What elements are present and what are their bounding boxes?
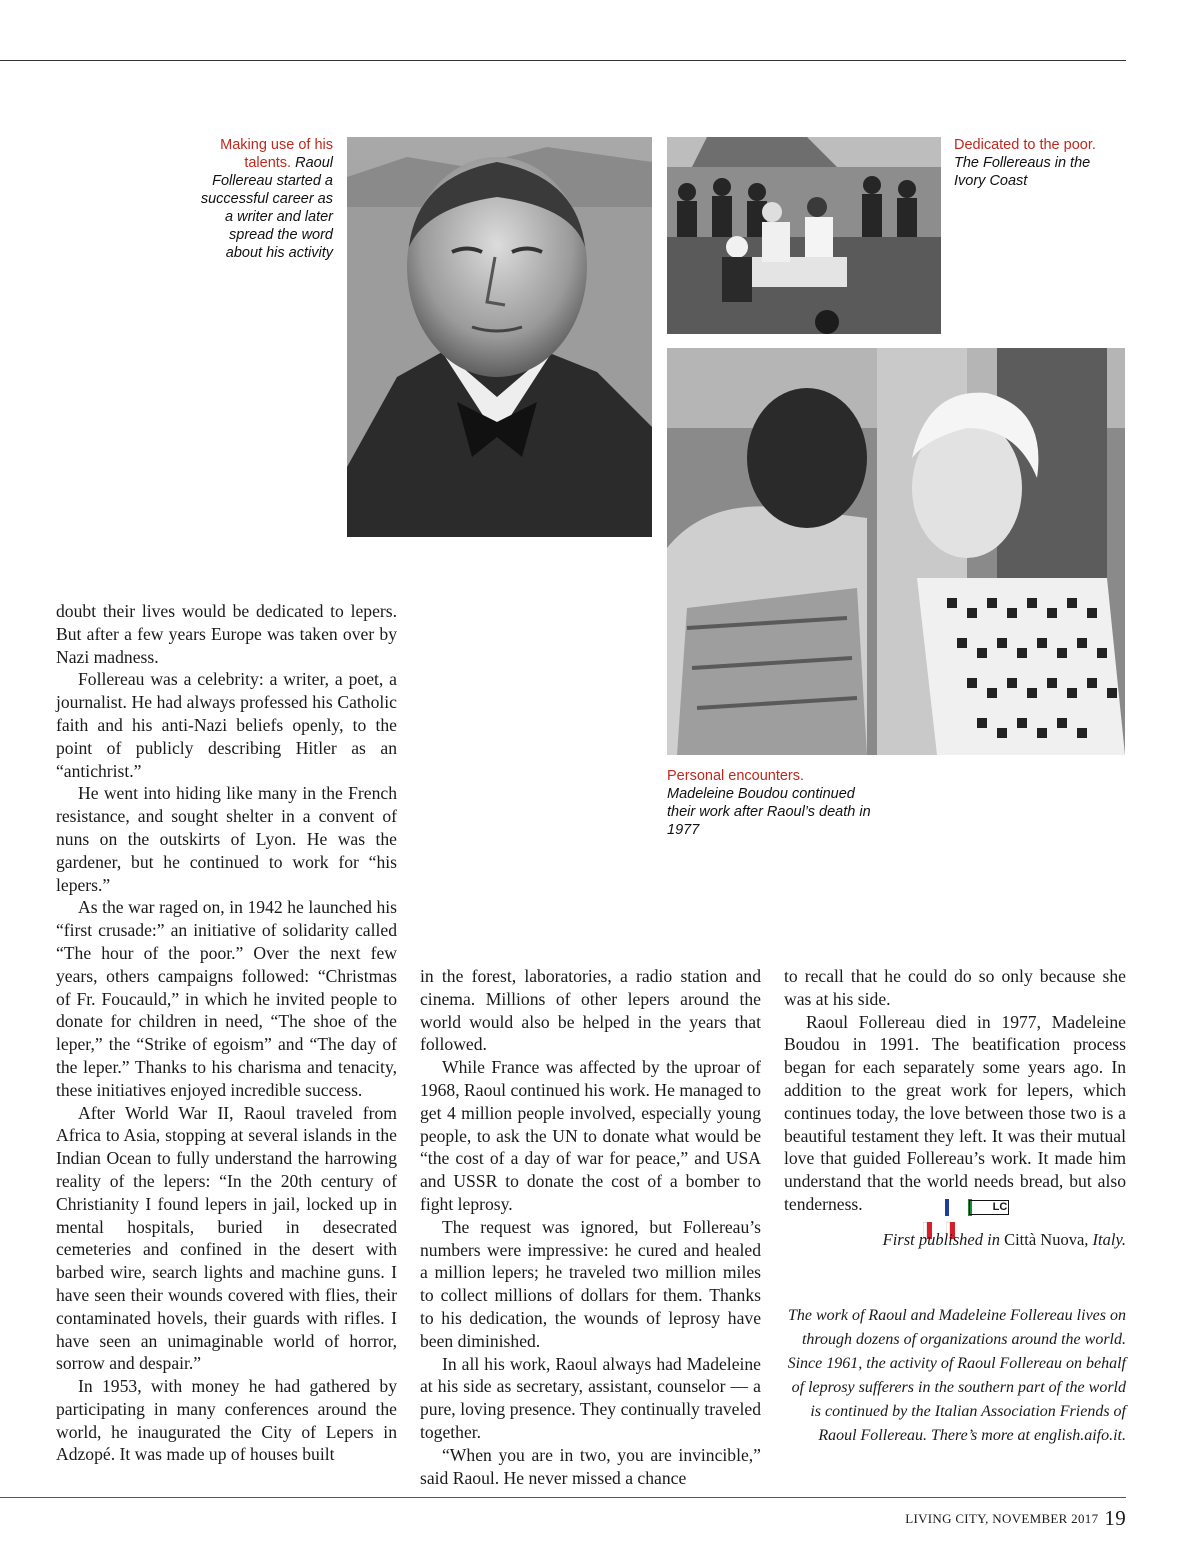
caption-talents-lead: Making use of his talents. (220, 137, 333, 171)
published-sep: , (1084, 1230, 1089, 1249)
caption-encounters-text: Madeleine Boudou continued their work after Raoul’s death in 1977 (667, 786, 871, 838)
end-mark (901, 1195, 1010, 1218)
ivory-coast-photo (667, 137, 941, 334)
paragraph: doubt their lives would be dedicated to lepers. But after a few years Europe was taken over by Nazi madness. (56, 601, 397, 667)
published-magazine: Città Nuova (1004, 1230, 1085, 1249)
article-column-3 (784, 965, 1126, 1218)
footer-magazine-date: LIVING CITY, NOVEMBER 2017 (905, 1511, 1099, 1526)
caption-talents (196, 136, 333, 262)
encounters-photo (667, 348, 1125, 755)
paragraph: In 1953, with money he had gathered by participating in many conferences around the world, he inaugurated the City of Lepers in Adzopé. It was made up of houses built (56, 1376, 397, 1465)
page-number: 19 (1104, 1506, 1126, 1530)
portrait-photo (347, 137, 652, 537)
first-published-note (784, 1229, 1126, 1251)
paragraph: to recall that he could do so only because she was at his side. (784, 966, 1126, 1009)
paragraph: in the forest, laboratories, a radio station and cinema. Millions of other lepers around the world would also be helped in the years that followed. (420, 966, 761, 1055)
published-prefix: First published in (882, 1230, 1000, 1249)
article-column-2 (420, 965, 761, 1489)
france-flag-icon (923, 1199, 937, 1216)
paragraph: After World War II, Raoul traveled from Africa to Asia, stopping at several islands in the Indian Ocean to fully understand the harrowing reality of the lepers: “In the 20th century of Christianity I found lepers in jail, locked up in mental hospitals, buried in desecrated cemeteries and confined in the desert with barbed wire, search lights and machine guns. I have seen their wounds covered with flies, their contaminated hovels, their guards with rifles. I have seen an unimaginable world of horror, sorrow and despair.” (56, 1102, 397, 1374)
caption-encounters (667, 767, 887, 839)
page-footer (780, 1504, 1126, 1533)
paragraph: As the war raged on, in 1942 he launched his “first crusade:” an initiative of solidarity called “The hour of the poor.” Over the next few years, others campaigns followed: “Christmas of Fr. Foucauld,” in which he invited people to donate for children in need, “The shoe of the leper,” the “Strike of egoism” and “The day of the leper.” Thanks to his charisma and tenacity, these initiatives enjoyed incredible success. (56, 897, 397, 1100)
article-column-1 (56, 600, 397, 1466)
caption-poor (954, 136, 1124, 190)
paragraph: The request was ignored, but Follereau’s numbers were impressive: he cured and healed a million lepers; he traveled two million miles to collect millions of dollars for them. Thanks to his dedication, the wounds of leprosy have been diminished. (420, 1216, 761, 1351)
paragraph: In all his work, Raoul always had Madeleine at his side as secretary, assistant, counselor — a pure, loving presence. They continually traveled together. (420, 1353, 761, 1442)
published-country: Italy. (1092, 1230, 1126, 1249)
italy-flag-icon (946, 1199, 960, 1216)
top-rule (0, 60, 1126, 61)
closing-paragraph-text: Raoul Follereau died in 1977, Madeleine Boudou in 1991. The beatification process began for each separately some years ago. In addition to the great work for lepers, which continues today, the love between those two is a beautiful testament they left. It was their mutual love that guided Follereau’s work. It made him understand that the world needs bread, but also tenderness. (784, 1011, 1126, 1214)
caption-encounters-lead: Personal encounters. (667, 768, 805, 784)
lc-logo-icon: LC (969, 1200, 1010, 1215)
paragraph: He went into hiding like many in the French resistance, and sought shelter in a convent of nuns on the outskirts of Lyon. He was the gardener, but he continued to work for “his lepers.” (56, 783, 397, 895)
caption-poor-lead: Dedicated to the poor. (954, 137, 1096, 153)
paragraph: “When you are in two, you are invincible,” said Raoul. He never missed a chance (420, 1444, 761, 1488)
paragraph: While France was affected by the uproar of 1968, Raoul continued his work. He managed to get 4 million people involved, especially young people, to ask the UN to donate what would be “the cost of a day of war for peace,” and USA and USSR to donate the cost of a bomber to fight leprosy. (420, 1057, 761, 1214)
paragraph: Follereau was a celebrity: a writer, a poet, a journalist. He had always professed his Catholic faith and his anti-Nazi beliefs openly, to the point of publicly describing Hitler as an “antichrist.” (56, 669, 397, 781)
caption-poor-text: The Follereaus in the Ivory Coast (954, 155, 1091, 189)
organization-note: The work of Raoul and Madeleine Follereau lives on through dozens of organizations around the world. Since 1961, the activity of Raoul Follereau on behalf of leprosy sufferers in the southern part of the world is continued by the Italian Association Friends of Raoul Follereau. There’s more at english.aifo.it. (787, 1307, 1126, 1444)
caption-talents-text: Raoul Follereau started a successful career as a writer and later spread the word about his activity (200, 155, 333, 261)
bottom-rule (0, 1497, 1126, 1498)
paragraph (784, 1011, 1126, 1218)
